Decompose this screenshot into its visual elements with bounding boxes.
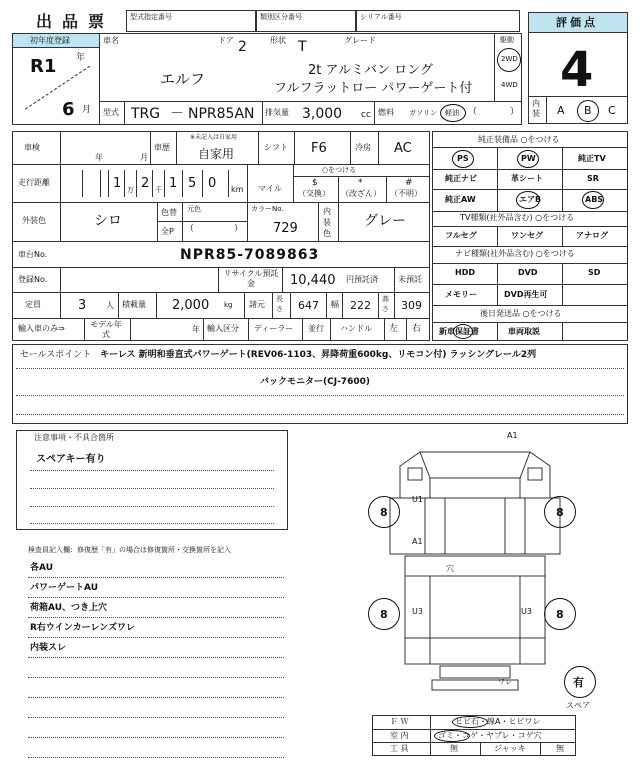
chassis-value: NPR85-7089863 <box>180 247 320 263</box>
eq-sr: SR <box>587 174 599 183</box>
notes-line-1: スペアキー有り <box>36 454 106 465</box>
ext-color-value: シロ <box>94 213 122 229</box>
mileage-digit-sen: 2 <box>141 176 150 191</box>
interior-label: 内装 <box>532 99 540 118</box>
model-year-label: モデル年式 <box>90 320 122 339</box>
fw-value: ヒビ石・線A・ヒビワレ <box>455 717 541 726</box>
inspector-title: 検査員記入欄：修復歴「有」の場合は修復箇所・交換箇所を記入 <box>28 546 231 554</box>
diagram-a1-mid: A1 <box>412 537 423 546</box>
grade-line1: 2t アルミバン ロング <box>308 63 433 78</box>
opt-exchanged: （交換） <box>298 189 330 198</box>
displacement-label: 排気量 <box>265 108 289 117</box>
drive-2wd: 2WD <box>501 55 518 63</box>
displacement-unit: cc <box>361 110 371 120</box>
car-name: エルフ <box>160 70 206 88</box>
shape-value: T <box>298 39 307 55</box>
first-reg-label: 初年度登録 <box>30 36 70 45</box>
tire-rear-left-value: 8 <box>380 608 388 621</box>
spare-tire-value: 有 <box>573 676 584 689</box>
int-color-value: グレー <box>364 213 406 229</box>
diagram-u3-left: U3 <box>412 607 423 616</box>
inspector-line-3: 荷箱AU、つき上穴 <box>30 603 107 613</box>
capacity-label: 定員 <box>25 300 41 309</box>
sales-point-label: セールスポイント <box>20 350 92 360</box>
eq-tv: 純正TV <box>578 154 606 163</box>
tv-fullseg: フルセグ <box>445 231 477 240</box>
first-reg-year-unit: 年 <box>76 53 86 63</box>
inspector-line-5: 内装スレ <box>30 643 67 653</box>
nav-dvd-playback: DVD再生可 <box>504 290 548 299</box>
sales-point-line1: キーレス 新明和垂直式パワーゲート(REV06-1103、昇降荷重600kg、リモコン付) ラッシングレール2列 <box>100 350 537 360</box>
nav-dvd: DVD <box>518 268 538 277</box>
type-designation-label: 型式指定番号 <box>130 13 172 21</box>
notes-title: 注意事項・不具合箇所 <box>34 433 114 442</box>
handle-label: ハンドル <box>340 324 372 333</box>
mileage-digit-3: 0 <box>208 176 217 191</box>
diagram-hole: 穴 <box>446 564 454 573</box>
history-note: ※未記入は自家用 <box>190 134 238 141</box>
model-prefix: TRG <box>131 106 161 122</box>
handle-left: 左 <box>389 324 399 334</box>
equipment-title: 純正装備品 ○をつける <box>478 135 560 144</box>
length-value: 647 <box>298 299 319 312</box>
jack-value: 無 <box>556 744 564 753</box>
capacity-value: 3 <box>78 298 87 313</box>
length-label: 長さ <box>276 295 283 313</box>
eq-leather: 革シート <box>511 174 543 183</box>
mileage-label: 走行距離 <box>18 178 50 187</box>
mile-label: マイル <box>258 184 282 193</box>
load-label: 積載量 <box>122 300 146 309</box>
mileage-digit-man: 1 <box>113 176 122 191</box>
first-reg-era-year: R1 <box>30 56 57 77</box>
shape-label: 形状 <box>270 36 286 45</box>
height-value: 309 <box>401 299 422 312</box>
interior-grade-b: B <box>584 104 592 117</box>
later-title: 後日発送品 ○をつける <box>480 309 562 318</box>
original-color-label: 元色 <box>187 205 201 213</box>
tools-label: 工 具 <box>390 744 409 753</box>
evaluation-label: 評価点 <box>556 16 598 29</box>
fuel-paren-close: ） <box>510 107 520 117</box>
reg-no-label: 登録No. <box>18 275 48 284</box>
mark-note: ○をつける <box>322 166 357 174</box>
load-value: 2,000 <box>172 298 210 313</box>
recycle-pending: 未預託 <box>398 275 422 284</box>
mileage-digit-2: 5 <box>188 176 197 191</box>
opt-modified-sym: * <box>358 178 363 188</box>
width-label: 幅 <box>331 300 339 309</box>
first-reg-month: 6 <box>62 99 75 120</box>
ext-color-label: 外装色 <box>22 216 46 225</box>
color-no-value: 729 <box>273 221 298 236</box>
category-label: 類別区分番号 <box>260 13 302 21</box>
inspector-line-1: 各AU <box>30 563 53 573</box>
interior-grade-a: A <box>557 104 565 117</box>
model-label: 型式 <box>103 108 119 117</box>
tire-rear-right-value: 8 <box>556 608 564 621</box>
fw-label: Ｆ Ｗ <box>390 717 409 726</box>
fuel-paren-open: （ <box>468 107 478 117</box>
model-dash: － <box>170 106 184 122</box>
ac-value: AC <box>394 141 412 156</box>
spare-label: スペア <box>566 701 590 710</box>
diagram-a1-top: A1 <box>507 431 518 440</box>
shift-label: シフト <box>264 143 288 152</box>
handle-right: 右 <box>412 324 422 334</box>
int-color-label: 内装色 <box>323 207 331 238</box>
tv-oneseg: ワンセグ <box>511 231 543 240</box>
nav-hdd: HDD <box>455 268 475 277</box>
interior-grade-c: C <box>608 104 616 117</box>
opt-exchanged-sym: $ <box>312 178 318 188</box>
nav-title: ナビ種類(社外品含む) ○をつける <box>455 249 575 258</box>
eq-ps: PS <box>457 154 469 163</box>
grade-line2: フルフラットロー パワーゲート付 <box>274 81 473 96</box>
tools-value: 無 <box>450 744 458 753</box>
fuel-gasoline: ガソリン <box>409 109 437 117</box>
grade-label: グレード <box>344 36 376 45</box>
nav-sd: SD <box>588 268 601 277</box>
diagram-crack: ワレ <box>498 678 512 686</box>
page-title: 出品票 <box>36 12 115 31</box>
mileage-sen-unit: 千 <box>155 186 162 194</box>
fuel-diesel: 軽油 <box>445 109 459 117</box>
eq-airbag: エアB <box>519 195 542 204</box>
diagram-u3-right: U3 <box>521 607 532 616</box>
later-warranty: 新車保証書 <box>439 327 479 336</box>
recycle-unit: 円預託済 <box>346 275 378 284</box>
inspection-year-unit: 年 <box>95 153 103 162</box>
import-type-label: 輸入区分 <box>207 324 239 333</box>
capacity-unit: 人 <box>106 301 114 310</box>
inspection-label: 車検 <box>24 143 40 152</box>
color-no-label: カラーNo. <box>251 205 284 213</box>
interior-row-value: ゴミ・コゲ・ヤブレ・コゲ穴 <box>438 731 542 740</box>
load-unit: kg <box>224 301 233 309</box>
tv-analog: アナログ <box>576 231 608 240</box>
drive-label: 駆動 <box>500 36 514 44</box>
door-label: ドア <box>218 36 234 45</box>
jack-label: ジャッキ <box>494 744 526 753</box>
original-color-paren-open: （ <box>185 224 195 234</box>
model-code: NPR85AN <box>188 106 255 122</box>
opt-modified: （改ざん） <box>341 189 381 198</box>
mileage-unit: km <box>231 185 244 194</box>
serial-label: シリアル番号 <box>360 13 402 21</box>
interior-row-label: 室 内 <box>390 731 409 740</box>
fuel-label: 燃料 <box>378 108 394 117</box>
recycle-label: リサイクル預託金 <box>223 269 279 288</box>
eq-abs: ABS <box>585 195 604 204</box>
inspector-line-4: R右ウインカーレンズワレ <box>30 623 135 633</box>
car-name-label: 車名 <box>103 36 119 45</box>
vehicle-diagram <box>360 438 590 698</box>
all-paint-label: 全P <box>161 227 174 236</box>
drive-4wd: 4WD <box>501 81 518 89</box>
eq-aw: 純正AW <box>445 195 476 204</box>
model-year-unit: 年 <box>192 325 200 334</box>
ac-label: 冷房 <box>355 143 371 152</box>
dims-label: 諸元 <box>249 300 265 309</box>
original-color-paren-close: ） <box>234 224 244 234</box>
height-label: 高さ <box>382 295 389 313</box>
evaluation-score: 4 <box>560 42 594 98</box>
tire-front-left-value: 8 <box>380 506 388 519</box>
displacement-value: 3,000 <box>302 106 343 122</box>
inspector-line-2: パワーゲートAU <box>30 583 98 593</box>
history-value: 自家用 <box>198 147 235 161</box>
eq-nav: 純正ナビ <box>445 174 477 183</box>
import-dealer: ディーラー <box>254 324 294 333</box>
tire-front-right-value: 8 <box>556 506 564 519</box>
eq-pw: PW <box>521 154 536 163</box>
later-manual: 車両取説 <box>508 327 540 336</box>
import-parallel: 並行 <box>308 324 324 333</box>
mileage-man-unit: 万 <box>127 186 134 194</box>
history-label: 車歴 <box>154 143 170 152</box>
opt-unknown-sym: # <box>405 178 413 188</box>
notes-block <box>16 430 288 530</box>
width-value: 222 <box>350 299 371 312</box>
first-reg-month-unit: 月 <box>82 105 92 115</box>
opt-unknown: （不明） <box>390 189 422 198</box>
mileage-digit-1: 1 <box>169 176 178 191</box>
door-count: 2 <box>238 39 247 55</box>
chassis-label: 車台No. <box>18 250 48 259</box>
nav-memory: メモリー <box>445 290 477 299</box>
tv-title: TV種類(社外品含む) ○をつける <box>460 213 575 222</box>
recycle-amount: 10,440 <box>290 273 336 288</box>
diagram-u1: U1 <box>412 495 423 504</box>
inspection-month-unit: 月 <box>140 153 148 162</box>
import-label: 輸入車のみ⇒ <box>18 324 65 333</box>
shift-value: F6 <box>311 141 327 156</box>
color-change-label: 色替 <box>161 208 177 217</box>
sales-point-line2: バックモニター(CJ-7600) <box>260 377 370 387</box>
